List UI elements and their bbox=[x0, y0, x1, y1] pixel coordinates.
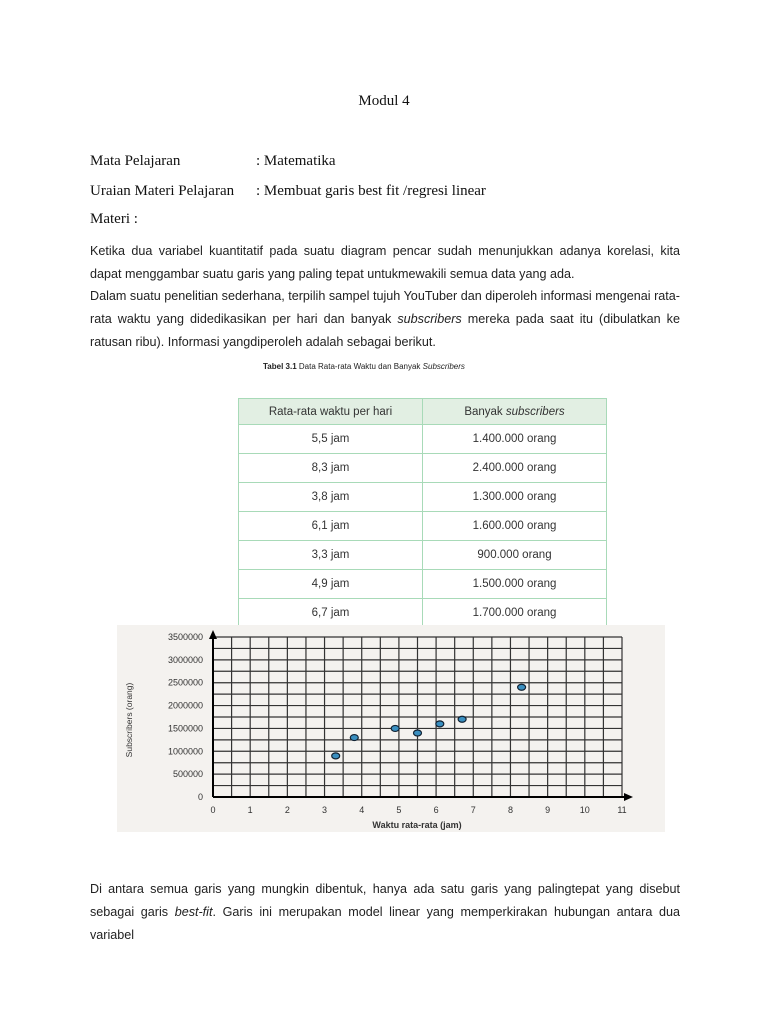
caption-number: Tabel 3.1 bbox=[263, 362, 297, 371]
header-subscribers bbox=[423, 399, 607, 425]
meta-label-material: Materi : bbox=[90, 211, 138, 227]
meta-label-subject: Mata Pelajaran bbox=[90, 153, 181, 169]
x-tick-label: 5 bbox=[396, 805, 402, 815]
y-tick-label: 1500000 bbox=[167, 723, 203, 734]
cell-time: 6,1 jam bbox=[239, 512, 423, 541]
header-italic: subscribers bbox=[505, 405, 565, 418]
p3-text-end: . Garis ini merupakan model linear yang memperkirakan hubungan antara dua variabel bbox=[90, 905, 680, 942]
y-tick-label: 500000 bbox=[172, 769, 203, 780]
p2-text-end: mereka pada saat itu (dibulatkan ke ratusan ribu). Informasi yangdiperoleh adalah sebagai berikut. bbox=[90, 312, 680, 349]
data-point bbox=[436, 721, 444, 727]
data-point bbox=[332, 753, 340, 759]
meta-value-subject: : Matematika bbox=[256, 153, 336, 169]
table-row bbox=[239, 599, 607, 628]
data-point bbox=[458, 716, 466, 722]
table-row bbox=[239, 483, 607, 512]
cell-time: 5,5 jam bbox=[239, 425, 423, 454]
y-tick-label: 3000000 bbox=[167, 654, 203, 665]
meta-value-description: : Membuat garis best fit /regresi linear bbox=[256, 183, 486, 199]
y-tick-label: 3500000 bbox=[167, 632, 203, 642]
x-tick-label: 3 bbox=[322, 805, 328, 815]
table-header-row bbox=[239, 399, 607, 425]
scatter-chart bbox=[117, 625, 665, 832]
y-axis-label: Subscribers (orang) bbox=[124, 682, 134, 758]
p3-italic: best-fit bbox=[174, 905, 213, 919]
cell-subscribers: 1.500.000 orang bbox=[423, 570, 607, 599]
cell-time: 3,8 jam bbox=[239, 483, 423, 512]
data-point bbox=[414, 730, 422, 736]
caption-italic: Subscribers bbox=[422, 362, 465, 371]
x-tick-label: 1 bbox=[247, 805, 253, 815]
p3-text: Di antara semua garis yang mungkin dibentuk, hanya ada satu garis yang palingtepat yang disebut sebagai garis bbox=[90, 882, 680, 919]
table-row bbox=[239, 512, 607, 541]
paragraph-2 bbox=[90, 285, 680, 354]
x-tick-label: 0 bbox=[210, 805, 216, 815]
x-tick-label: 8 bbox=[507, 805, 513, 815]
header-text: Banyak bbox=[464, 405, 506, 418]
cell-subscribers: 1.400.000 orang bbox=[423, 425, 607, 454]
data-point bbox=[518, 684, 526, 690]
table-row bbox=[239, 570, 607, 599]
x-tick-label: 11 bbox=[617, 805, 627, 815]
y-tick-label: 0 bbox=[197, 792, 203, 802]
page-title: Modul 4 bbox=[358, 93, 410, 109]
x-tick-label: 4 bbox=[359, 805, 365, 815]
cell-subscribers: 1.600.000 orang bbox=[423, 512, 607, 541]
y-tick-label: 1000000 bbox=[167, 746, 203, 757]
y-tick-label: 2500000 bbox=[167, 677, 203, 688]
header-time: Rata-rata waktu per hari bbox=[239, 399, 423, 425]
x-tick-label: 6 bbox=[433, 805, 439, 815]
data-point bbox=[350, 735, 358, 741]
cell-subscribers: 2.400.000 orang bbox=[423, 454, 607, 483]
x-tick-label: 2 bbox=[284, 805, 290, 815]
data-point bbox=[391, 725, 399, 731]
paragraph-3 bbox=[90, 878, 680, 947]
cell-time: 4,9 jam bbox=[239, 570, 423, 599]
p2-text: Dalam suatu penelitian sederhana, terpilih sampel tujuh YouTuber dan diperoleh informasi mengenai rata-rata waktu yang didedikasikan per hari dan banyak bbox=[90, 289, 680, 326]
cell-subscribers: 900.000 orang bbox=[423, 541, 607, 570]
cell-subscribers: 1.700.000 orang bbox=[423, 599, 607, 628]
paragraph-1: Ketika dua variabel kuantitatif pada suatu diagram pencar sudah menunjukkan adanya korelasi, kita dapat menggambar suatu garis yang paling tepat untukmewakili semua data yang ada. bbox=[90, 244, 680, 281]
table-row bbox=[239, 454, 607, 483]
caption-text: Data Rata-rata Waktu dan Banyak bbox=[296, 362, 423, 371]
table-row bbox=[239, 425, 607, 454]
cell-time: 6,7 jam bbox=[239, 599, 423, 628]
x-tick-label: 9 bbox=[545, 805, 551, 815]
y-tick-label: 2000000 bbox=[167, 700, 203, 711]
cell-subscribers: 1.300.000 orang bbox=[423, 483, 607, 512]
table-row bbox=[239, 541, 607, 570]
cell-time: 8,3 jam bbox=[239, 454, 423, 483]
table-caption bbox=[263, 362, 465, 371]
data-table bbox=[238, 398, 607, 628]
x-tick-label: 10 bbox=[579, 805, 590, 815]
cell-time: 3,3 jam bbox=[239, 541, 423, 570]
p2-italic: subscribers bbox=[397, 312, 462, 326]
x-axis-label: Waktu rata-rata (jam) bbox=[372, 820, 462, 830]
x-tick-label: 7 bbox=[470, 805, 476, 815]
meta-label-description: Uraian Materi Pelajaran bbox=[90, 183, 235, 199]
